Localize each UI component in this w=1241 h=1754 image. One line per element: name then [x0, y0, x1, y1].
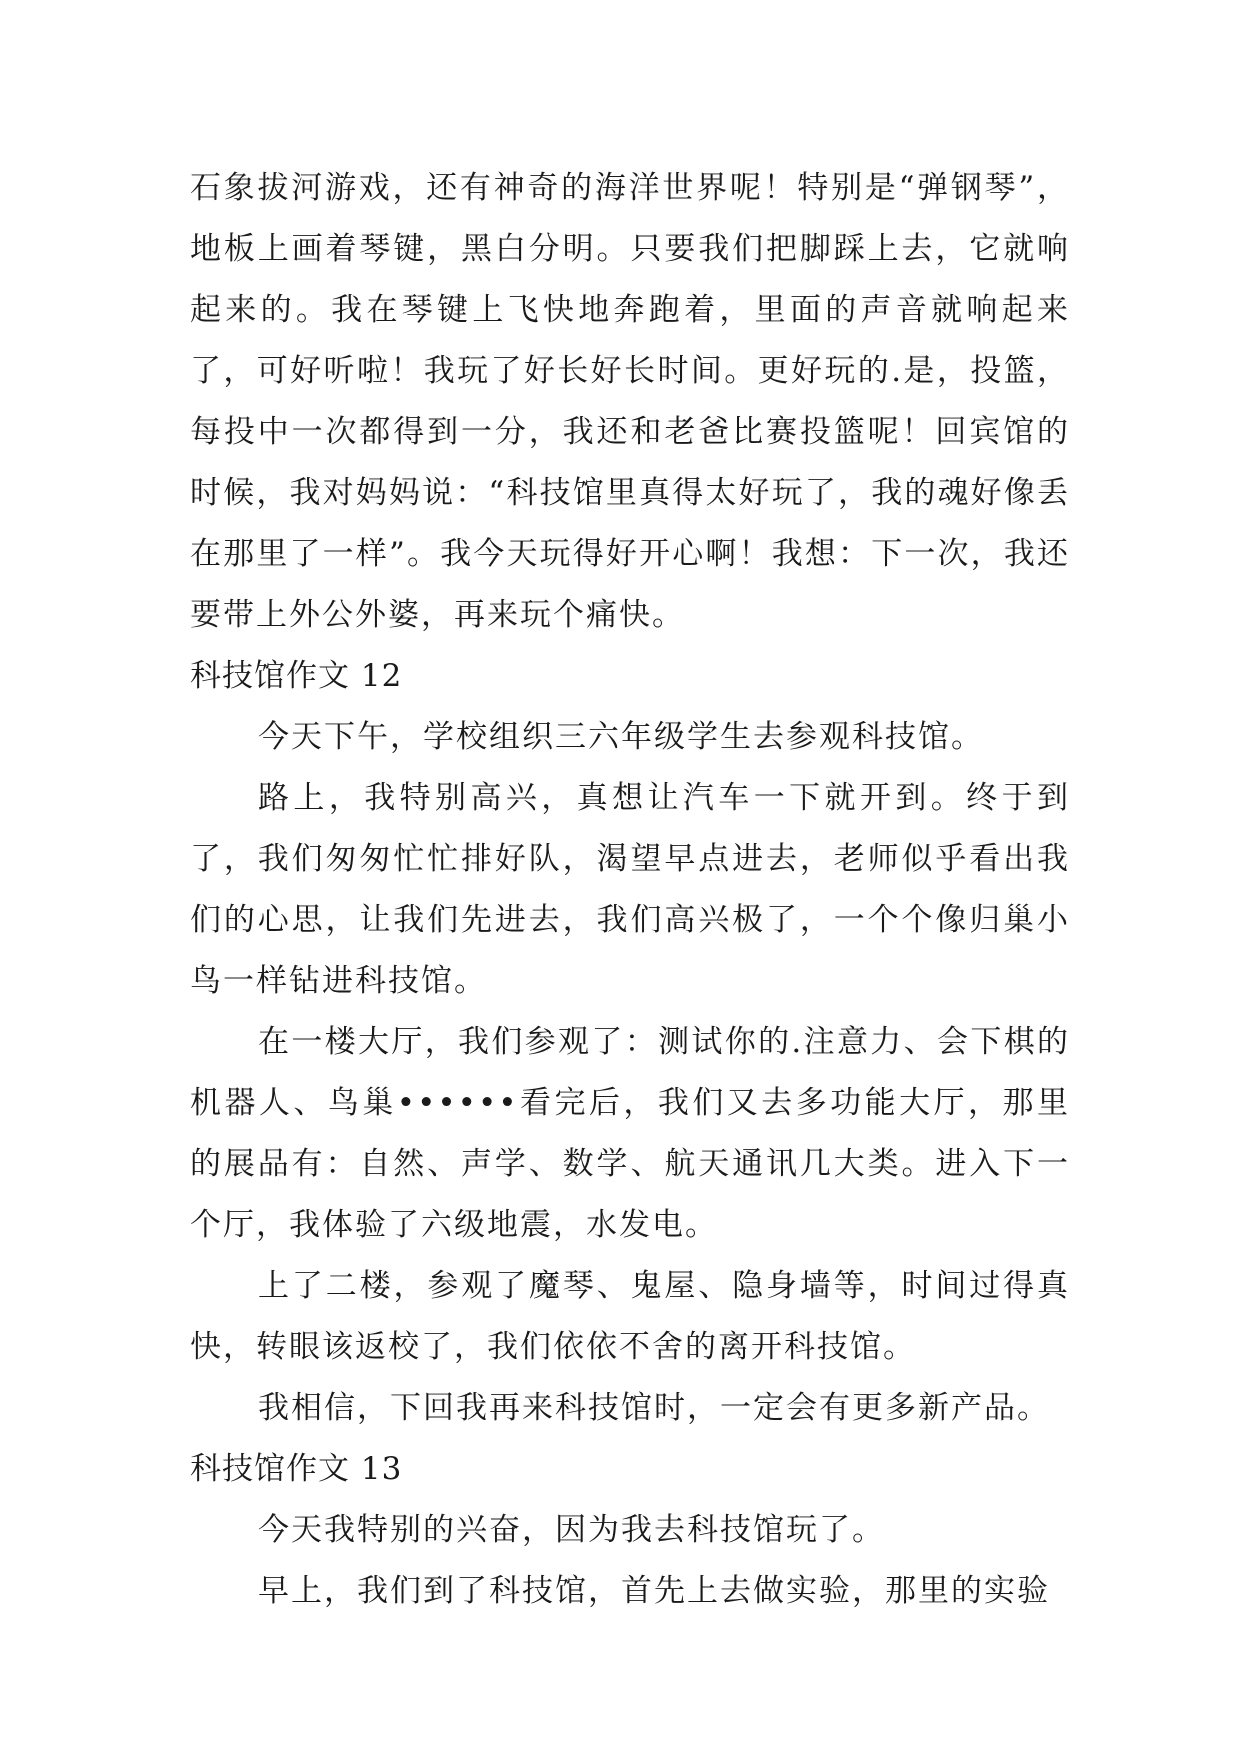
paragraph: 今天下午，学校组织三六年级学生去参观科技馆。	[258, 719, 984, 755]
paragraph-continuation: 石象拔河游戏，还有神奇的海洋世界呢！特别是“弹钢琴”，地板上画着琴键，黑白分明。只要我们把脚踩上去，它就响起来的。我在琴键上飞快地奔跑着，里面的声音就响起来了，可好听啦！我玩了好长好长时间。更好玩的.是，投篮，每投中一次都得到一分，我还和老爸比赛投篮呢！回宾馆的时候，我对妈妈说：“科技馆里真得太好玩了，我的魂好像丢在那里了一样”。我今天玩得好开心啊！我想：下一次，我还要带上外公外婆，再来玩个痛快。	[190, 170, 1070, 633]
section-heading-13: 科技馆作文 13	[190, 1451, 403, 1487]
paragraph: 在一楼大厅，我们参观了：测试你的.注意力、会下棋的机器人、鸟巢••••••看完后，我们又去多功能大厅，那里的展品有：自然、声学、数学、航天通讯几大类。进入下一个厅，我体验了六级地震，水发电。	[190, 1024, 1070, 1243]
paragraph: 今天我特别的兴奋，因为我去科技馆玩了。	[258, 1512, 885, 1548]
document-body	[190, 158, 1070, 1622]
paragraph: 早上，我们到了科技馆，首先上去做实验，那里的实验	[258, 1573, 1050, 1609]
paragraph: 我相信，下回我再来科技馆时，一定会有更多新产品。	[258, 1390, 1050, 1426]
paragraph: 路上，我特别高兴，真想让汽车一下就开到。终于到了，我们匆匆忙忙排好队，渴望早点进去，老师似乎看出我们的心思，让我们先进去，我们高兴极了，一个个像归巢小鸟一样钻进科技馆。	[190, 780, 1070, 999]
section-heading-12: 科技馆作文 12	[190, 658, 403, 694]
paragraph: 上了二楼，参观了魔琴、鬼屋、隐身墙等，时间过得真快，转眼该返校了，我们依依不舍的离开科技馆。	[190, 1268, 1070, 1365]
